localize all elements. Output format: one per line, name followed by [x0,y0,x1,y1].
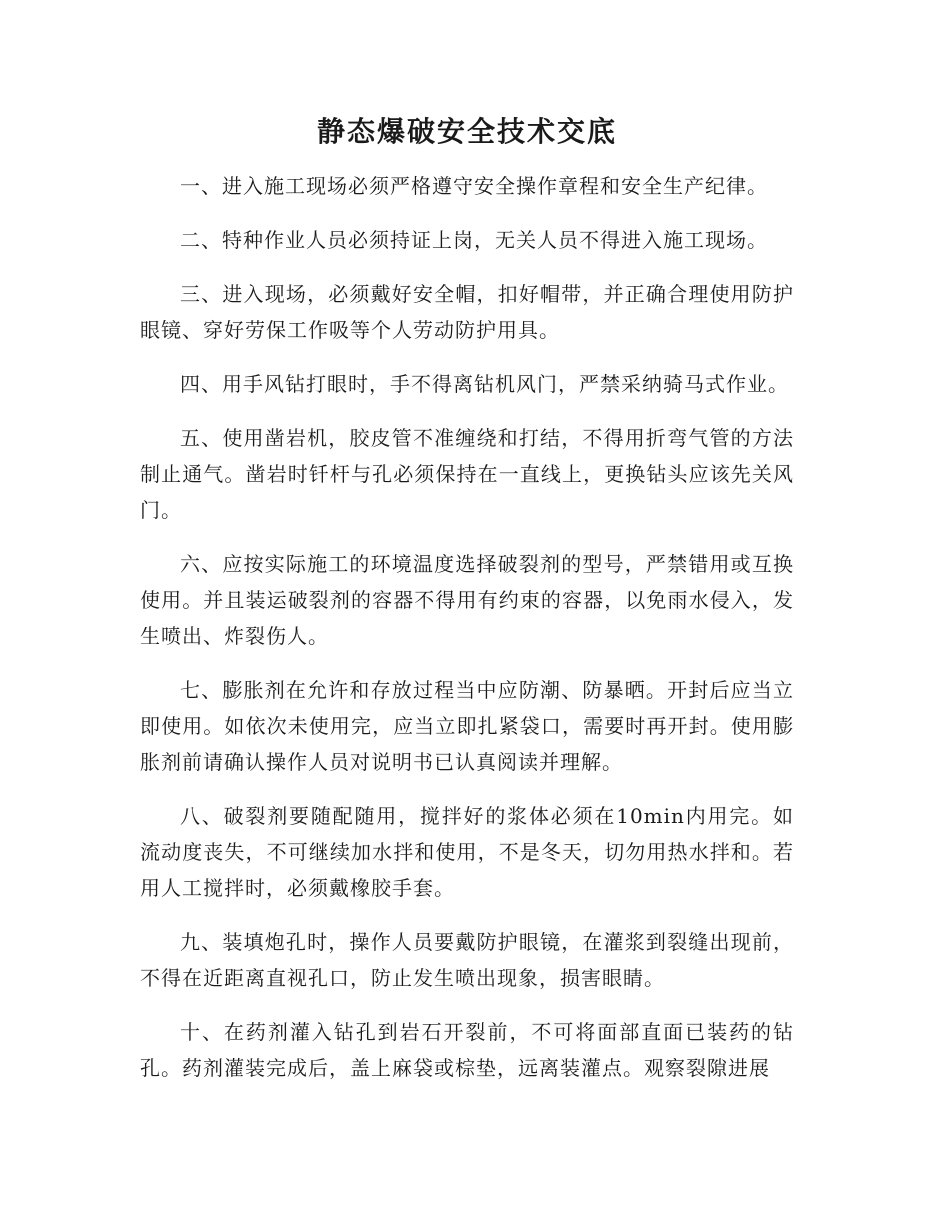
paragraph-4: 四、用手风钻打眼时，手不得离钻机风门，严禁采纳骑马式作业。 [180,372,789,396]
paragraph-3: 三、进入现场，必须戴好安全帽，扣好帽带，并正确合理使用防护眼镜、穿好劳保工作吸等个人劳动防护用具。 [140,282,794,342]
paragraph-1: 一、进入施工现场必须严格遵守安全操作章程和安全生产纪律。 [180,174,768,198]
paragraph-9: 九、装填炮孔时，操作人员要戴防护眼镜，在灌浆到裂缝出现前，不得在近距离直视孔口，防止发生喷出现象，损害眼睛。 [140,930,794,990]
document-page [140,110,794,1104]
paragraph-7: 七、膨胀剂在允许和存放过程当中应防潮、防暴晒。开封后应当立即使用。如依次未使用完，应当立即扎紧袋口，需要时再开封。使用膨胀剂前请确认操作人员对说明书已认真阅读并理解。 [140,678,794,774]
paragraph-2: 二、特种作业人员必须持证上岗，无关人员不得进入施工现场。 [180,228,768,252]
paragraph-6: 六、应按实际施工的环境温度选择破裂剂的型号，严禁错用或互换使用。并且装运破裂剂的容器不得用有约束的容器，以免雨水侵入，发生喷出、炸裂伤人。 [140,552,794,648]
paragraph-8: 八、破裂剂要随配随用，搅拌好的浆体必须在10min内用完。如流动度丧失，不可继续加水拌和使用，不是冬天，切勿用热水拌和。若用人工搅拌时，必须戴橡胶手套。 [140,804,794,900]
document-title: 静态爆破安全技术交底 [316,115,617,148]
paragraph-10: 十、在药剂灌入钻孔到岩石开裂前，不可将面部直面已装药的钻孔。药剂灌装完成后，盖上麻袋或棕垫，远离装灌点。观察裂隙进展 [140,1020,794,1080]
paragraph-5: 五、使用凿岩机，胶皮管不准缠绕和打结，不得用折弯气管的方法制止通气。凿岩时钎杆与孔必须保持在一直线上，更换钻头应该先关风门。 [140,426,794,522]
